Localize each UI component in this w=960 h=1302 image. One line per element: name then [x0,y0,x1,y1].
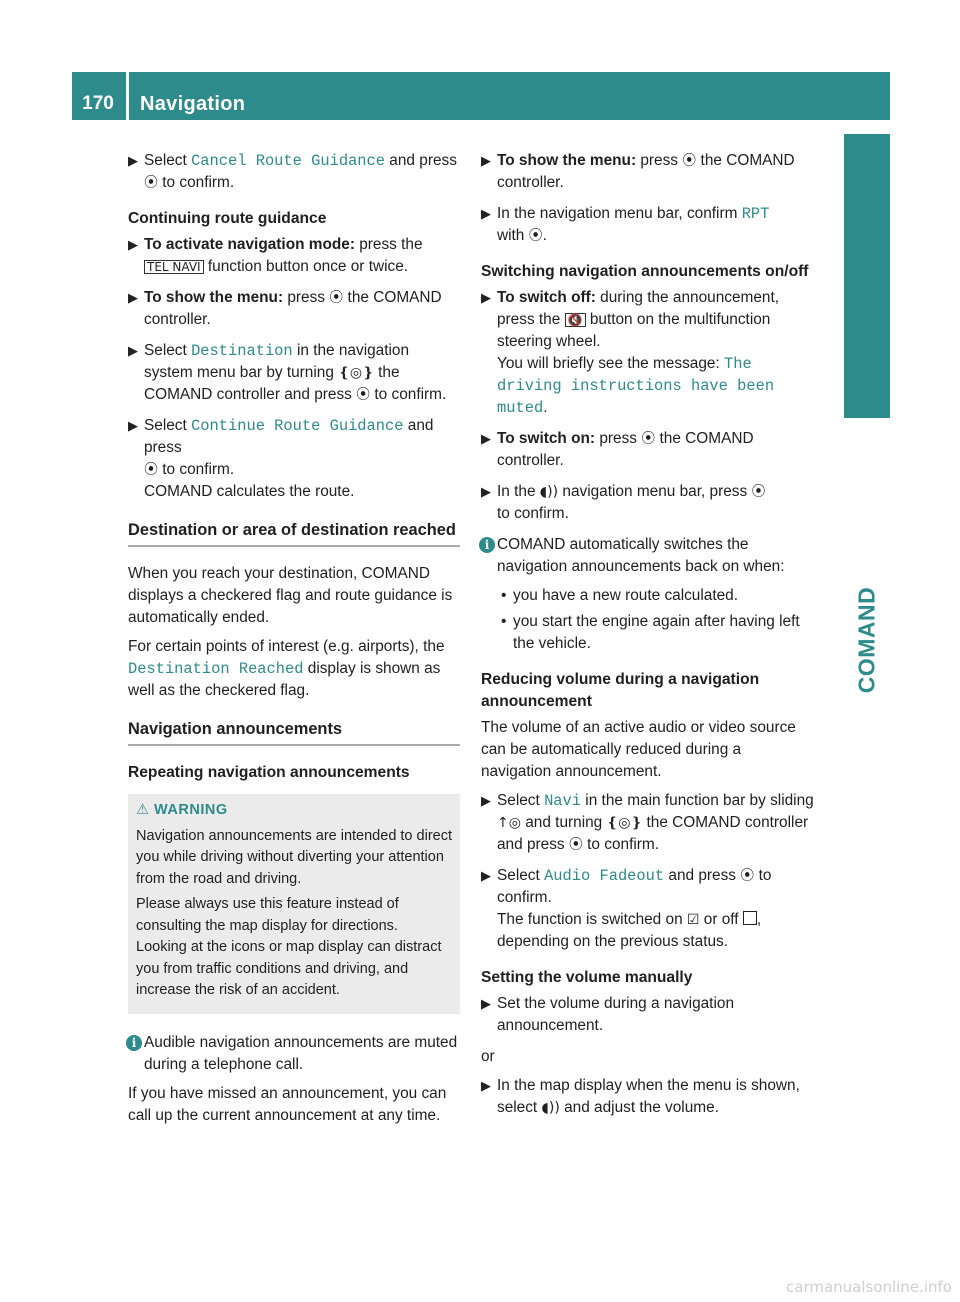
heading-reducing: Reducing volume during a navigation announcement [481,671,760,710]
step-continue-guidance: ▶ Select Continue Route Guidance and press ⦿ to confirm. COMAND calculates the route. [128,417,434,500]
controller-turn-icon: ❴◎❵ [606,815,643,831]
step-select-navi: ▶ Select Navi in the main function bar by sliding ↑◎ and turning ❴◎❵ the COMAND controller and press ⦿ to confirm. [481,790,815,856]
arrow-icon: ▶ [128,290,138,305]
controller-press-icon: ⦿ [751,484,766,500]
paragraph: When you reach your destination, COMAND displays a checkered flag and route guidance is automatically ended. [128,565,453,626]
controller-press-icon: ⦿ [144,175,158,191]
side-label: COMAND [853,586,880,694]
controller-press-icon: ⦿ [356,387,371,403]
warning-icon: ⚠ [136,802,150,818]
speaker-icon: ◖)) [541,1100,560,1116]
arrow-icon: ▶ [481,206,491,221]
heading-continuing: Continuing route guidance [128,210,327,227]
watermark: carmanualsonline.info [786,1278,952,1296]
controller-press-icon: ⦿ [740,868,755,884]
checkbox-checked-icon: ☑ [686,912,700,928]
step-audio-fadeout: ▶ Select Audio Fadeout and press ⦿ to confirm. The function is switched on ☑ or off , depending on the previous status. [481,867,772,950]
left-column [128,150,460,1134]
or-text: or [481,1048,495,1065]
right-column [481,150,815,1128]
controller-press-icon: ⦿ [528,228,543,244]
arrow-icon: ▶ [481,868,491,883]
checkbox-empty-icon [743,911,757,925]
paragraph: The volume of an active audio or video source can be automatically reduced during a navigation announcement. [481,719,796,780]
arrow-icon: ▶ [128,418,138,433]
warning-box: ⚠ WARNING Navigation announcements are intended to direct you while driving without diverting your attention from the road and driving. Please always use this feature instead of consulting the map display for directions. Looking at the icons or map display can distract you from traffic conditions and driving, and increase the risk of an accident. [128,794,460,1014]
step-confirm-rpt: ▶ In the navigation menu bar, confirm RPT with ⦿. [481,203,815,247]
list-item: • you have a new route calculated. [501,587,739,604]
list-item: • you start the engine again after having left the vehicle. [501,613,800,652]
controller-slide-icon: ↑◎ [497,815,521,831]
info-note: i Audible navigation announcements are muted during a telephone call. [128,1032,460,1076]
arrow-icon: ▶ [481,1078,491,1093]
page-title: Navigation [140,93,246,115]
arrow-icon: ▶ [481,996,491,1011]
header-separator [126,72,129,120]
arrow-icon: ▶ [481,484,491,499]
heading-switching: Switching navigation announcements on/off [481,263,809,280]
step-select-destination: ▶ Select Destination in the navigation system menu bar by turning ❴◎❵ the COMAND controller and press ⦿ to confirm. [128,340,460,406]
controller-press-icon: ⦿ [144,462,158,478]
step-activate-nav: ▶ To activate navigation mode: press the TEL NAVI function button once or twice. [128,236,423,275]
tel-navi-icon: TEL NAVI [144,260,204,274]
speaker-icon: ◖)) [539,484,559,500]
heading-manual-volume: Setting the volume manually [481,969,693,986]
heading-repeating: Repeating navigation announcements [128,764,410,781]
info-icon: i [126,1035,142,1051]
arrow-icon: ▶ [481,290,491,305]
info-note: i COMAND automatically switches the navigation announcements back on when: [481,534,815,578]
warning-title: ⚠ WARNING [136,802,228,818]
step-show-menu: ▶ To show the menu: press ⦿ the COMAND controller. [128,289,442,328]
side-tab [844,134,890,418]
paragraph: If you have missed an announcement, you can call up the current announcement at any time. [128,1084,447,1124]
step-voice-menu: ▶ In the ◖)) navigation menu bar, press ⦿ to confirm. [481,483,766,522]
controller-press-icon: ⦿ [682,153,697,169]
controller-press-icon: ⦿ [568,837,583,853]
controller-turn-icon: ❴◎❵ [338,365,374,381]
mute-icon: 🔇 [565,313,586,327]
step-map-volume: ▶ In the map display when the menu is shown, select ◖)) and adjust the volume. [481,1075,815,1119]
arrow-icon: ▶ [481,431,491,446]
arrow-icon: ▶ [481,793,491,808]
step-switch-off: ▶ To switch off: during the announcement, press the 🔇 button on the multifunction steering wheel. You will briefly see the message: The driving instructions have been muted. [481,289,780,417]
heading-destination-reached: Destination or area of destination reached [128,519,460,547]
page-number: 170 [82,93,114,114]
arrow-icon: ▶ [481,153,491,168]
paragraph: For certain points of interest (e.g. airports), the Destination Reached display is shown as well as the checkered flag. [128,638,445,699]
step-show-menu-right: ▶ To show the menu: press ⦿ the COMAND controller. [481,152,795,191]
controller-press-icon: ⦿ [641,431,656,447]
arrow-icon: ▶ [128,237,138,252]
step-switch-on: ▶ To switch on: press ⦿ the COMAND controller. [481,430,754,469]
info-icon: i [479,537,495,553]
step-cancel-route: ▶ Select Cancel Route Guidance and press ⦿ to confirm. [128,150,460,194]
controller-press-icon: ⦿ [329,290,344,306]
arrow-icon: ▶ [128,153,138,168]
arrow-icon: ▶ [128,343,138,358]
heading-navigation-announcements: Navigation announcements [128,718,460,746]
step-set-volume: ▶ Set the volume during a navigation announcement. [481,995,734,1034]
